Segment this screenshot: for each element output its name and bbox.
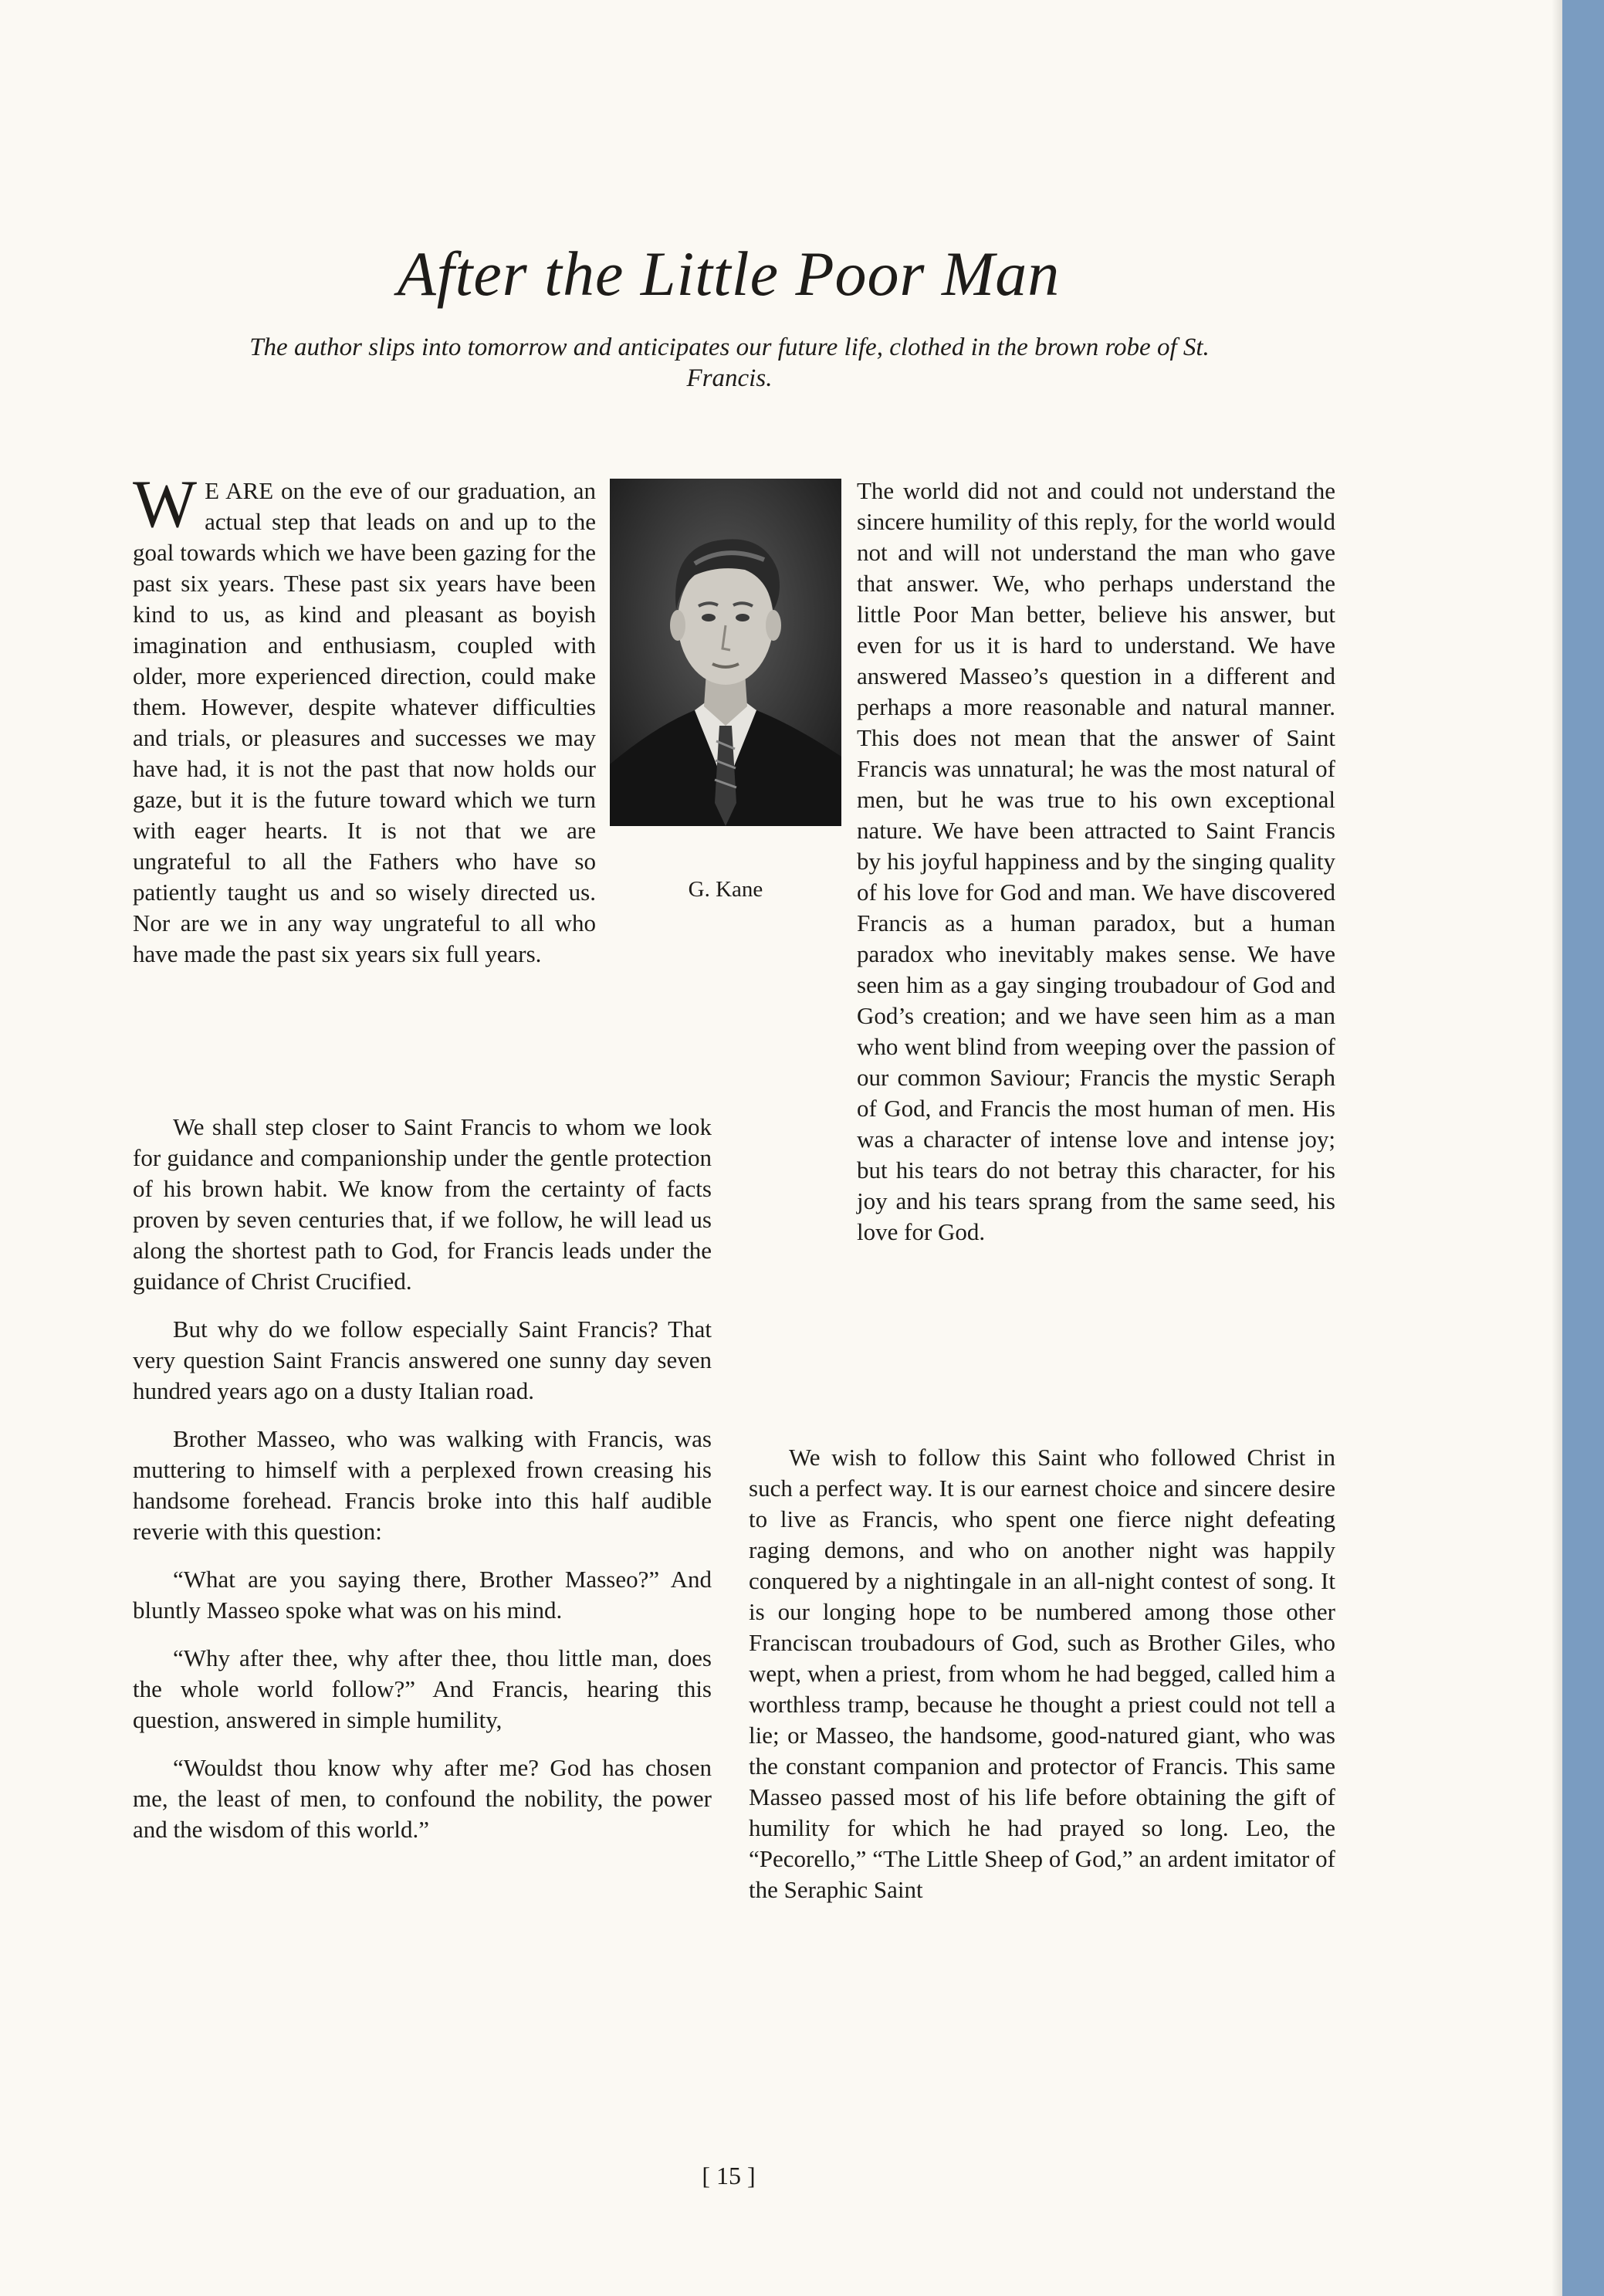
body-paragraph: “Wouldst thou know why after me? God has chosen me, the least of men, to confound the nobility, the power and the wisdom of this world.” (133, 1754, 712, 1843)
page-edge-shadow (1552, 0, 1562, 2296)
right-column-body (749, 1442, 1335, 1922)
page-number: [ 15 ] (702, 2162, 756, 2189)
article-subtitle: The author slips into tomorrow and anticipates our future life, clothed in the brown robe of St. Francis. (249, 334, 1210, 392)
cover-edge (1562, 0, 1604, 2296)
body-paragraph: Brother Masseo, who was walking with Francis, was muttering to himself with a perplexed frown creasing his handsome forehead. Francis broke into this half audible reverie with this question: (133, 1425, 712, 1545)
opening-paragraph: E ARE on the eve of our graduation, an actual step that leads on and up to the goal towards which we have been gazing for the past six years. These past six years have been kind to us, as kind and pleasant as boyish imagination and enthusiasm, coupled with older, more experienced direction, could make them. However, despite whatever difficulties and trials, or pleasures and successes we may have had, it is not the past that now holds our gaze, but it is the future toward which we turn with eager hearts. It is not that we are ungrateful to all the Fathers who have so patiently taught us and so wisely directed us. Nor are we in any way ungrateful to all who have made the past six years six full years. (133, 477, 596, 967)
left-column-intro (133, 467, 596, 970)
body-paragraph: “What are you saying there, Brother Masseo?” And bluntly Masseo spoke what was on his mind. (133, 1566, 712, 1624)
right-paragraph: The world did not and could not understand the sincere humility of this reply, for the world would not and will not understand the man who gave that answer. We, who perhaps understand the little Poor Man better, believe his answer, but even for us it is hard to understand. We have answered Masseo’s question in a different and perhaps a more reasonable and natural manner. This does not mean that the answer of Saint Francis was unnatural; he was the most natural of men, but he was true to his own exceptional nature. We have been attracted to Saint Francis by his joyful happiness and by the singing quality of his love for God and man. We have discovered Francis as a human paradox, but a human paradox who inevitably makes sense. We have seen him as a gay singing troubadour of God and God’s creation; and we have seen him as a man who went blind from weeping over the passion of our common Saviour; Francis the mystic Seraph of God, and Francis the most human of men. His was a character of intense love and intense joy; but his tears do not betray this character, for his joy and his tears sprang from the same seed, his love for God. (857, 477, 1335, 1245)
drop-cap: W (133, 467, 198, 542)
body-paragraph: We shall step closer to Saint Francis to whom we look for guidance and companionship under the gentle protection of his brown habit. We know from the certainty of facts proven by seven centuries that, if we follow, he will lead us along the shortest path to God, for Francis leads under the guidance of Christ Crucified. (133, 1113, 712, 1295)
article-title: After the Little Poor Man (397, 239, 1061, 309)
right-column-top (857, 476, 1335, 1248)
body-paragraph: We wish to follow this Saint who followed Christ in such a perfect way. It is our earnest choice and sincere desire to live as Francis, who spent one fierce night defeating raging demons, and who on another night was happily conquered by a nightingale in an all-night contest of song. It is our longing hope to be numbered among those other Franciscan troubadours of God, such as Brother Giles, who wept, when a priest, from whom he had begged, called him a worthless tramp, because he thought a priest could not tell a lie; or Masseo, the handsome, good-natured giant, who was the constant companion and protector of Francis. This same Masseo passed most of his life before obtaining the gift of humility for which he had prayed so long. Leo, the “Pecorello,” “The Little Sheep of God,” an ardent imitator of the Seraphic Saint (749, 1444, 1335, 1903)
author-portrait (610, 479, 841, 826)
left-column-body (133, 1112, 712, 1862)
photo-caption: G. Kane (688, 877, 763, 902)
body-paragraph: But why do we follow especially Saint Francis? That very question Saint Francis answered one sunny day seven hundred years ago on a dusty Italian road. (133, 1316, 712, 1404)
body-paragraph: “Why after thee, why after thee, thou little man, does the whole world follow?” And Francis, hearing this question, answered in simple humility, (133, 1644, 712, 1733)
